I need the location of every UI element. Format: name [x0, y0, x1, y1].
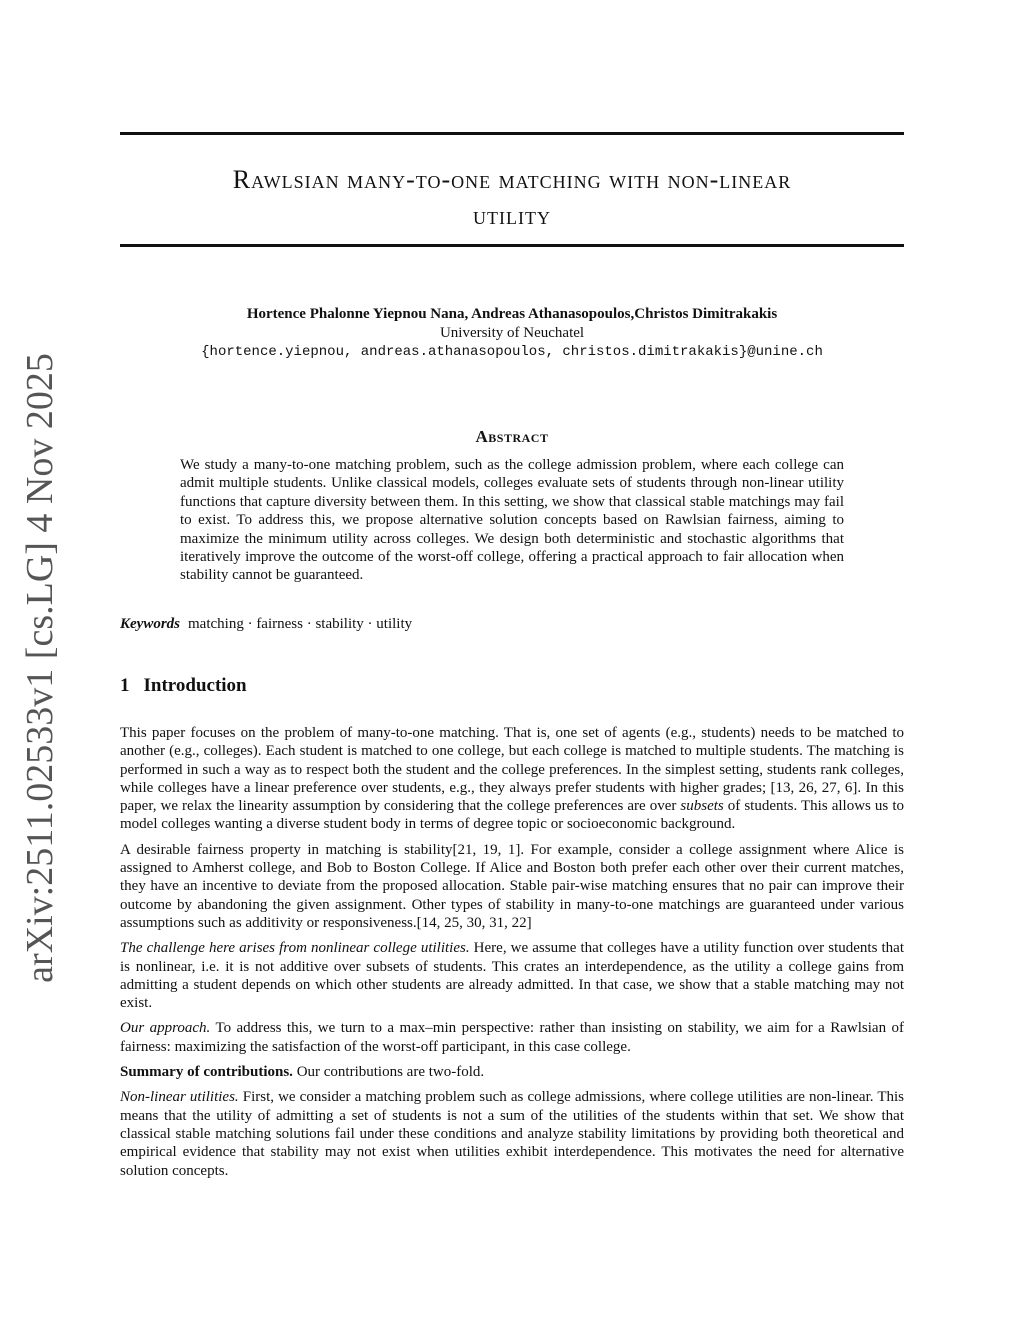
section-title: Introduction: [143, 675, 247, 696]
title-line-1: Rawlsian many-to-one matching with non-linear: [232, 165, 792, 194]
p1-text-a: This paper focuses on the problem of many-to-one matching. That is, one set of agents (e.g., students) needs to be matched to another (e.g., colleges). Each student is matched to one college, but each college is matched to multiple students. The matching is performed in such a way as to respect both the student and the college preferences. In the simplest setting, students rank colleges, while colleges have a linear preference over students, e.g., they always prefer students with higher grades; [13, 26, 27, 6]. In this paper, we relax the linearity assumption by considering that the college preferences are over: [120, 725, 904, 815]
paper-title: [120, 162, 904, 234]
keywords-line: [120, 616, 412, 633]
introduction-body: [120, 724, 904, 1187]
p5-text: Our contributions are two-fold.: [292, 1064, 485, 1081]
paragraph-3: [120, 939, 904, 1012]
section-number: 1: [120, 675, 130, 696]
author-affiliation: University of Neuchatel: [439, 325, 585, 341]
section-heading: [120, 675, 247, 697]
p3-text: Here, we assume that colleges have a utility function over students that is nonlinear, i.e. it is not additive over subsets of students. This crates an interdependence, as the utility a college gains from admitting a student depends on which other students are already admitted. In that case, we show that a stable matching may not exist.: [120, 940, 904, 1012]
author-block: [120, 305, 904, 362]
paragraph-2: A desirable fairness property in matching is stability[21, 19, 1]. For example, consider a college assignment where Alice is assigned to Amherst college, and Bob to Boston College. If Alice and Boston both prefer each other over their current matches, they have an incentive to deviate from the proposed allocation. Stable pair-wise matching ensures that no pair can improve their outcome by abandoning the given assignment. Other types of stability in many-to-one matchings are guaranteed under various assumptions such as additivity or responsiveness.[14, 25, 30, 31, 22]: [120, 841, 904, 931]
p6-text: First, we consider a matching problem such as college admissions, where college utilities are non-linear. This means that the utility of admitting a set of students is not a sum of the utilities of the students within that set. We show that classical stable matching solutions fail under these conditions and analyze stability limitations by providing both theoretical and empirical evidence that stability may not exist when utilities exhibit interdependence. This motivates the need for alternative solution concepts.: [120, 1089, 904, 1179]
title-line-2: utility: [473, 201, 551, 230]
paragraph-1: [120, 724, 904, 834]
paragraph-5: [120, 1063, 904, 1081]
abstract-heading: Abstract: [475, 427, 549, 446]
paragraph-6: [120, 1088, 904, 1179]
abstract-text: We study a many-to-one matching problem, such as the college admission problem, where each college can admit multiple students. Unlike classical models, colleges evaluate sets of students through non-linear utility functions that capture diversity between them. In this setting, we show that classical stable matchings may fail to exist. To address this, we propose alternative solution concepts based on Rawlsian fairness, aiming to maximize the minimum utility across colleges. We design both deterministic and stochastic algorithms that iteratively improve the outcome of the worst-off college, offering a practical approach to fair allocation when stability cannot be guaranteed.: [180, 457, 844, 584]
arxiv-identifier: arXiv:2511.02533v1 [cs.LG] 4 Nov 2025: [19, 353, 61, 983]
p1-emphasis: subsets: [680, 798, 724, 815]
p1-text-b: of students. This allows us to model colleges wanting a diverse student body in terms of degree topic or socioeconomic background.: [120, 798, 904, 833]
author-names: Hortence Phalonne Yiepnou Nana, Andreas Athanasopoulos,Christos Dimitrakakis: [246, 306, 778, 322]
p4-text: To address this, we turn to a max–min perspective: rather than insisting on stability, we aim for a Rawlsian of fairness: maximizing the satisfaction of the worst-off participant, in this case college.: [120, 1020, 905, 1055]
paragraph-4: [120, 1019, 904, 1056]
arxiv-side-label: [8, 353, 72, 983]
author-emails: {hortence.yiepnou, andreas.athanasopoulos, christos.dimitrakakis}@unine.ch: [201, 344, 823, 360]
p4-emphasis: Our approach.: [120, 1020, 211, 1037]
title-rule-top: [120, 132, 904, 135]
keywords-label: Keywords: [120, 616, 180, 632]
p5-bold: Summary of contributions.: [120, 1064, 293, 1081]
p6-emphasis: Non-linear utilities.: [120, 1089, 239, 1106]
keywords-text: matching · fairness · stability · utility: [188, 616, 413, 632]
title-rule-bottom: [120, 244, 904, 247]
p3-emphasis: The challenge here arises from nonlinear college utilities.: [120, 940, 470, 957]
